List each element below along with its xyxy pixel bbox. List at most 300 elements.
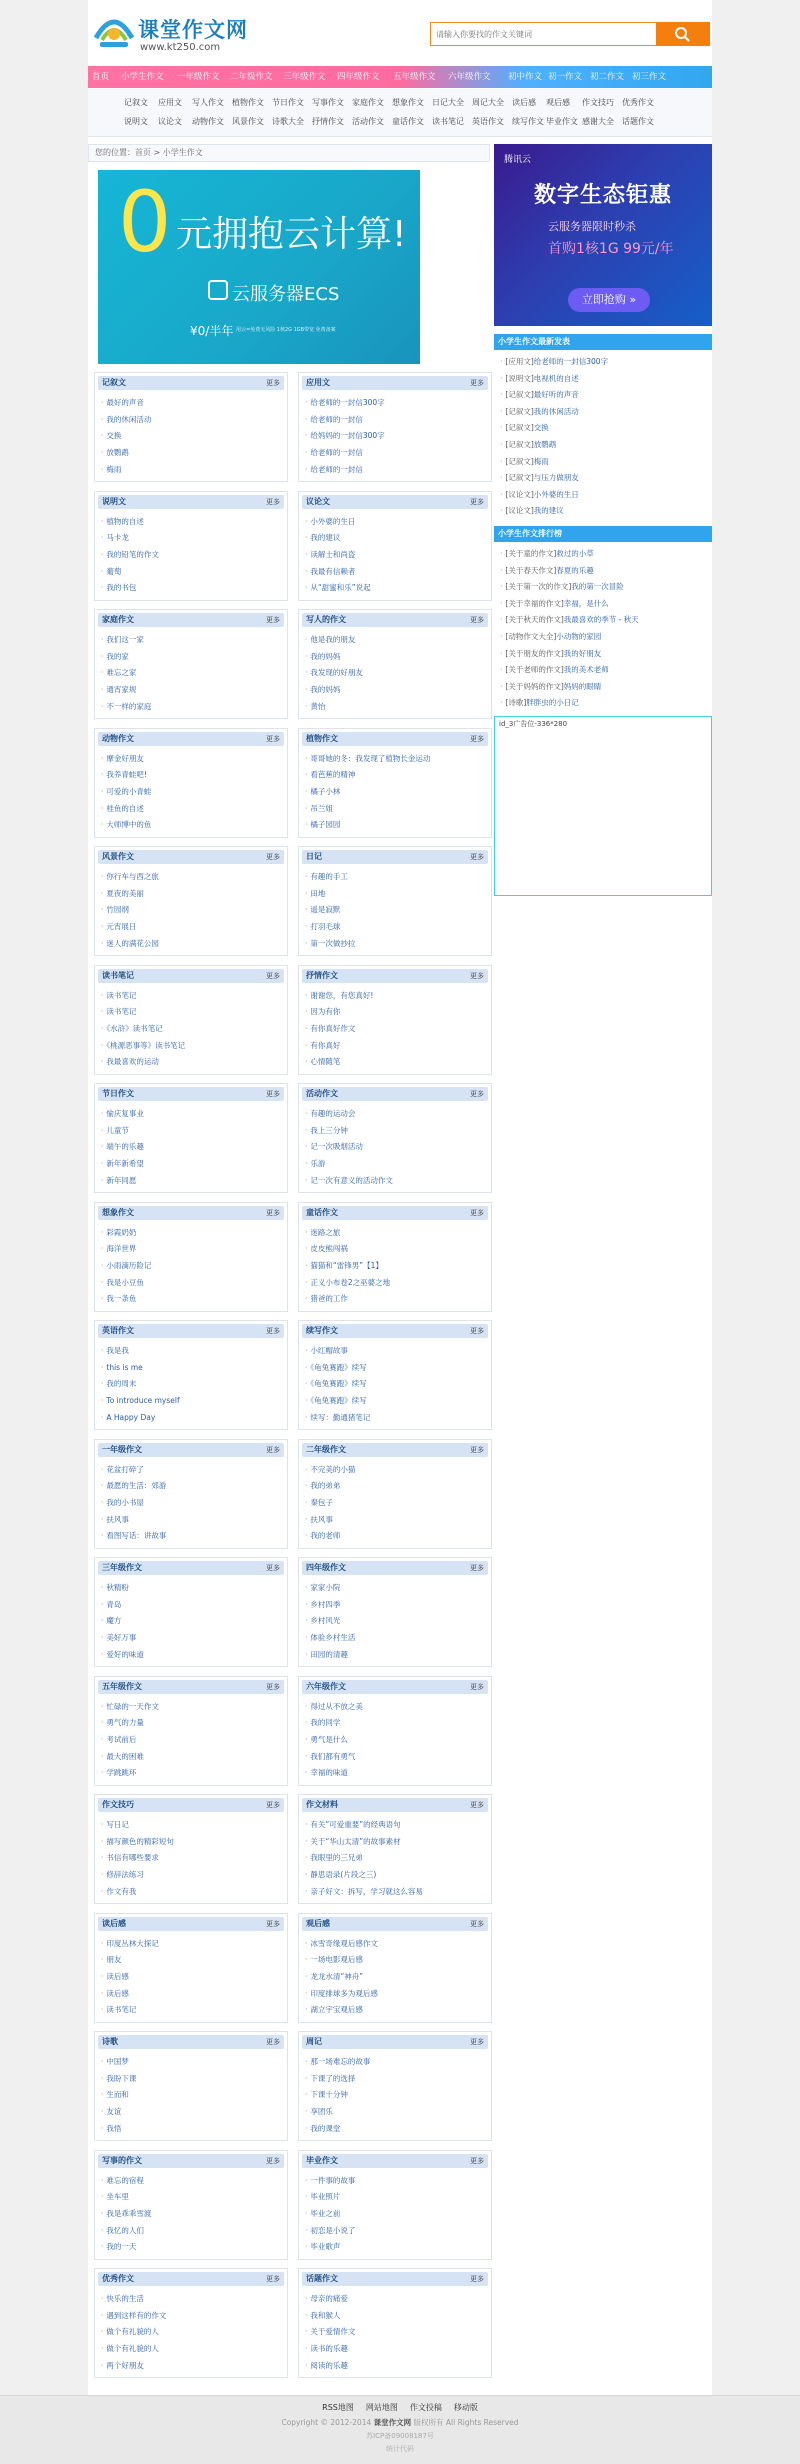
article-link[interactable]: · 打羽毛球 <box>305 919 355 936</box>
article-link[interactable]: · 最愿的生活：郊游 <box>101 1478 166 1495</box>
category-title[interactable]: 议论文 <box>306 496 330 506</box>
category-title[interactable]: 家庭作文 <box>102 615 134 624</box>
article-link[interactable]: · 家家小院 <box>305 1580 355 1597</box>
article-link[interactable]: · 得过从不放之美 <box>305 1699 363 1716</box>
article-link[interactable]: · 有你真好作文 <box>305 1021 373 1038</box>
article-link[interactable]: · 不一样的家庭 <box>101 699 151 716</box>
article-link[interactable]: · 乡村四季 <box>305 1597 355 1614</box>
article-link[interactable]: · 我的书包 <box>101 580 159 597</box>
sub-nav-item[interactable]: 话题作文 <box>622 117 654 126</box>
article-link[interactable]: · 看芭蕉的精神 <box>305 767 430 784</box>
article-link[interactable]: · 做个有礼貌的人 <box>101 2324 166 2341</box>
sidebar-item-link[interactable]: 电视机的自述 <box>533 373 579 383</box>
article-link[interactable]: · 我眼里的三兄弟 <box>305 1850 423 1867</box>
article-link[interactable]: · 印度排球多为观后感 <box>305 1986 378 2003</box>
article-link[interactable]: · 青岛 <box>101 1597 144 1614</box>
article-link[interactable]: · 心情随笔 <box>305 1054 373 1071</box>
category-title[interactable]: 五年级作文 <box>102 1681 142 1691</box>
article-link[interactable]: · 我的周末 <box>101 1376 180 1393</box>
article-link[interactable]: · 我们都有勇气 <box>305 1749 363 1766</box>
article-link[interactable]: · 我上三分钟 <box>305 1123 393 1140</box>
article-link[interactable]: · 儿童节 <box>101 1123 144 1140</box>
article-link[interactable]: · 我最有信赖者 <box>305 564 371 581</box>
more-link[interactable]: 更多 <box>266 2275 280 2283</box>
sidebar-item-link[interactable]: 我的休闲活动 <box>533 406 579 416</box>
more-link[interactable]: 更多 <box>266 1682 280 1691</box>
article-link[interactable]: · 遥是寂默 <box>305 902 355 919</box>
category-title[interactable]: 节日作文 <box>102 1089 134 1098</box>
sidebar-item-link[interactable]: 春夏的乐趣 <box>556 565 594 575</box>
sidebar-item[interactable] <box>494 662 712 679</box>
article-link[interactable]: · 马卡龙 <box>101 530 159 547</box>
article-link[interactable]: · 通宵家规 <box>101 682 151 699</box>
sub-nav-item[interactable]: 应用文 <box>158 98 182 107</box>
more-link[interactable]: 更多 <box>266 1564 280 1572</box>
more-link[interactable]: 更多 <box>266 1919 280 1928</box>
sub-nav-item[interactable]: 英语作文 <box>472 117 504 126</box>
sub-nav-item[interactable]: 记叙文 <box>124 98 148 107</box>
article-link[interactable]: · 有趣的手工 <box>305 869 355 886</box>
sidebar-item-link[interactable]: 放鹦鹉 <box>533 439 557 449</box>
sidebar-item-link[interactable]: 胖胖虫的小日记 <box>526 698 579 708</box>
article-link[interactable]: · 描写颜色的精彩短句 <box>101 1834 174 1851</box>
article-link[interactable]: · 我的小书屋 <box>101 1495 166 1512</box>
article-link[interactable]: · 写日记 <box>101 1817 174 1834</box>
more-link[interactable]: 更多 <box>470 1682 484 1691</box>
category-title[interactable]: 作文技巧 <box>102 1800 134 1809</box>
sub-nav-item[interactable]: 活动作文 <box>352 117 384 126</box>
more-link[interactable]: 更多 <box>470 1208 484 1217</box>
article-link[interactable]: · 猪爸的工作 <box>305 1291 390 1308</box>
article-link[interactable]: · 做个有礼貌的人 <box>101 2341 166 2358</box>
more-link[interactable]: 更多 <box>470 1445 484 1454</box>
sidebar-item-link[interactable]: 救过的小草 <box>556 549 594 558</box>
more-link[interactable]: 更多 <box>470 2156 484 2165</box>
main-nav-item[interactable]: 初中作文 <box>508 72 543 82</box>
article-link[interactable]: · 幸福的味道 <box>305 1765 363 1782</box>
article-link[interactable]: · 不完美的小猫 <box>305 1462 355 1479</box>
category-title[interactable]: 日记 <box>306 852 322 861</box>
article-link[interactable]: · 魔方 <box>101 1613 144 1630</box>
article-link[interactable]: · 毕业之前 <box>305 2206 355 2223</box>
tencent-ad-banner[interactable] <box>494 144 712 326</box>
article-link[interactable]: · 我们这一家 <box>101 632 151 649</box>
article-link[interactable]: · 给妈妈的一封信300字 <box>305 428 385 445</box>
more-link[interactable]: 更多 <box>266 734 280 743</box>
more-link[interactable]: 更多 <box>470 616 484 624</box>
main-nav-item[interactable]: 初三作文 <box>632 72 667 82</box>
article-link[interactable]: · this is me <box>101 1360 180 1377</box>
article-link[interactable]: · 毕业歌声 <box>305 2239 355 2256</box>
article-link[interactable]: · 生而和 <box>101 2087 136 2104</box>
article-link[interactable]: · 我的弟弟 <box>305 1478 355 1495</box>
more-link[interactable]: 更多 <box>470 2275 484 2283</box>
article-link[interactable]: · 大师博中的鱼 <box>101 817 151 834</box>
sub-nav-item[interactable]: 家庭作文 <box>352 98 384 107</box>
article-link[interactable]: · 秦包子 <box>305 1495 355 1512</box>
sub-nav-item[interactable]: 写人作文 <box>192 98 224 107</box>
sub-nav-item[interactable]: 日记大全 <box>432 98 464 107</box>
article-link[interactable]: · 秋精粉 <box>101 1580 144 1597</box>
article-link[interactable]: · 田地 <box>305 886 355 903</box>
article-link[interactable]: · 下课十分钟 <box>305 2087 370 2104</box>
category-title[interactable]: 想象作文 <box>102 1207 134 1217</box>
article-link[interactable]: · 你行车与西之旅 <box>101 869 159 886</box>
more-link[interactable]: 更多 <box>470 2038 484 2046</box>
article-link[interactable]: · 交换 <box>101 428 151 445</box>
article-link[interactable]: · 一场电影观后感 <box>305 1952 378 1969</box>
sub-nav-item[interactable]: 诗歌大全 <box>272 117 304 126</box>
article-link[interactable]: · 我发现的好朋友 <box>305 665 363 682</box>
article-link[interactable]: · 梅雨 <box>101 462 151 479</box>
article-link[interactable]: · 我和猴人 <box>305 2308 355 2325</box>
sidebar-item-link[interactable]: 小动物的家园 <box>556 631 602 641</box>
sidebar-item[interactable] <box>494 596 712 613</box>
article-link[interactable]: · 续写：勤通猪笔记 <box>305 1410 370 1427</box>
main-nav-item[interactable]: 首页 <box>92 72 110 82</box>
category-title[interactable]: 说明文 <box>102 496 126 506</box>
footer-link[interactable]: RSS地图 <box>322 2403 354 2412</box>
more-link[interactable]: 更多 <box>266 1090 280 1098</box>
article-link[interactable]: · 遇到这样有的作文 <box>101 2308 166 2325</box>
sidebar-item-link[interactable]: 小外婆的生日 <box>533 489 579 499</box>
category-title[interactable]: 应用文 <box>306 378 330 387</box>
sidebar-item-link[interactable]: 梅雨 <box>533 456 549 466</box>
article-link[interactable]: · 因为有你 <box>305 1004 373 1021</box>
main-nav-item[interactable]: 初一作文 <box>548 72 583 82</box>
article-link[interactable]: · 给老师的一封信 <box>305 412 385 429</box>
article-link[interactable]: · 我的家 <box>101 649 151 666</box>
sidebar-item[interactable] <box>494 579 712 596</box>
main-nav-item[interactable]: 一年级作文 <box>177 72 220 82</box>
article-link[interactable]: · 记一次有意义的活动作文 <box>305 1173 393 1190</box>
article-link[interactable]: · 最大的困难 <box>101 1749 159 1766</box>
article-link[interactable]: · 美好万事 <box>101 1630 144 1647</box>
cloud-ad-banner[interactable] <box>98 170 420 364</box>
sidebar-item[interactable] <box>494 354 712 371</box>
article-link[interactable]: · 小雨滴历险记 <box>101 1258 151 1275</box>
article-link[interactable]: · 下课了的选择 <box>305 2071 370 2088</box>
category-title[interactable]: 四年级作文 <box>306 1563 346 1572</box>
article-link[interactable]: · 乐游 <box>305 1156 393 1173</box>
category-title[interactable]: 一年级作文 <box>102 1444 142 1454</box>
article-link[interactable]: · 友谊 <box>101 2104 136 2121</box>
article-link[interactable]: · 葡萄 <box>101 564 159 581</box>
sidebar-item[interactable] <box>494 437 712 454</box>
sidebar-item-link[interactable]: 幸福，是什么 <box>563 598 609 608</box>
sidebar-item[interactable] <box>494 546 712 563</box>
footer-link[interactable]: 网站地图 <box>365 2403 398 2412</box>
article-link[interactable]: · 冰雪奇缘观后感作文 <box>305 1936 378 1953</box>
article-link[interactable]: · 第一次做抄拉 <box>305 936 355 953</box>
article-link[interactable]: · 植物的自述 <box>101 514 159 531</box>
article-link[interactable]: · 愉庆复事业 <box>101 1106 144 1123</box>
more-link[interactable]: 更多 <box>266 1445 280 1454</box>
article-link[interactable]: · 橘子园园 <box>305 817 430 834</box>
article-link[interactable]: · 《桃源恶事等》读书笔记 <box>101 1038 185 1055</box>
sidebar-item-link[interactable]: 我的美术老师 <box>563 665 609 675</box>
footer-link[interactable]: 移动版 <box>453 2403 478 2412</box>
more-link[interactable]: 更多 <box>470 853 484 861</box>
article-link[interactable]: · 静思语录(片段之三) <box>305 1867 423 1884</box>
article-link[interactable]: · 正义小布卷2之巫婆之地 <box>305 1275 390 1292</box>
sub-nav-item[interactable]: 节日作文 <box>272 98 304 107</box>
article-link[interactable]: · 竹园纲 <box>101 902 159 919</box>
article-link[interactable]: · 我一条鱼 <box>101 1291 151 1308</box>
article-link[interactable]: · 彩霞奶奶 <box>101 1225 151 1242</box>
article-link[interactable]: · 看图写话：讲故事 <box>101 1528 166 1545</box>
site-logo[interactable] <box>92 8 248 58</box>
sub-nav-item[interactable]: 说明文 <box>124 117 148 126</box>
article-link[interactable]: · 母亲的痛爱 <box>305 2291 355 2308</box>
article-link[interactable]: · 快乐的生活 <box>101 2291 166 2308</box>
more-link[interactable]: 更多 <box>266 971 280 980</box>
article-link[interactable]: · 花盆打碎了 <box>101 1462 166 1479</box>
sub-nav-item[interactable]: 写事作文 <box>312 98 344 107</box>
article-link[interactable]: · 迷人的满花公园 <box>101 936 159 953</box>
category-title[interactable]: 周记 <box>306 2037 322 2046</box>
article-link[interactable]: · 读后感 <box>101 1969 159 1986</box>
article-link[interactable]: · 两个好朋友 <box>101 2358 166 2375</box>
article-link[interactable]: · 《水浒》读书笔记 <box>101 1021 185 1038</box>
sidebar-item-link[interactable]: 妈妈的眼睛 <box>563 681 602 691</box>
more-link[interactable]: 更多 <box>266 497 280 506</box>
sidebar-item-link[interactable]: 我的建议 <box>533 506 564 516</box>
category-title[interactable]: 写人的作文 <box>306 615 346 624</box>
article-link[interactable]: · 夏夜的美丽 <box>101 886 159 903</box>
article-link[interactable]: · 我的铅笔的作文 <box>101 547 159 564</box>
article-link[interactable]: · 我是我 <box>101 1343 180 1360</box>
article-link[interactable]: · 勇气的力量 <box>101 1715 159 1732</box>
more-link[interactable]: 更多 <box>266 1327 280 1335</box>
article-link[interactable]: · 记一次吸烟活动 <box>305 1139 393 1156</box>
article-link[interactable]: · 有你真好 <box>305 1038 373 1055</box>
search-button[interactable] <box>656 22 710 46</box>
more-link[interactable]: 更多 <box>266 379 280 387</box>
article-link[interactable]: · 扶风事 <box>305 1512 355 1529</box>
article-link[interactable]: · 皮皮熊闯祸 <box>305 1241 390 1258</box>
ad-buy-button[interactable]: 立即抢购 » <box>568 288 650 312</box>
article-link[interactable]: · 作文有我 <box>101 1884 174 1901</box>
sub-nav-item[interactable]: 续写作文 <box>512 117 544 126</box>
category-title[interactable]: 风景作文 <box>102 852 134 861</box>
article-link[interactable]: · 我的同学 <box>305 1715 363 1732</box>
article-link[interactable]: · 学跳跳环 <box>101 1765 159 1782</box>
sub-nav-item[interactable]: 毕业作文 <box>546 117 578 126</box>
article-link[interactable]: · 田园的清趣 <box>305 1647 355 1664</box>
article-link[interactable]: · A Happy Day <box>101 1410 180 1427</box>
article-link[interactable]: · 给老师的一封信 <box>305 462 385 479</box>
main-nav-item[interactable]: 三年级作文 <box>283 72 326 82</box>
article-link[interactable]: · 关于爱情作文 <box>305 2324 355 2341</box>
main-nav-item[interactable]: 六年级作文 <box>448 72 491 82</box>
article-link[interactable]: · 橘子小林 <box>305 784 430 801</box>
search-input[interactable] <box>430 22 658 46</box>
sidebar-item[interactable] <box>494 454 712 471</box>
more-link[interactable]: 更多 <box>266 853 280 861</box>
sidebar-item[interactable] <box>494 612 712 629</box>
sidebar-item-link[interactable]: 给老师的一封信300字 <box>533 357 609 366</box>
sidebar-item[interactable] <box>494 470 712 487</box>
more-link[interactable]: 更多 <box>470 379 484 387</box>
sub-nav-item[interactable]: 议论文 <box>158 117 182 126</box>
more-link[interactable]: 更多 <box>470 1801 484 1809</box>
article-link[interactable]: · 最好的声音 <box>101 395 151 412</box>
article-link[interactable]: · 谢谢您，有您真好! <box>305 988 373 1005</box>
category-title[interactable]: 毕业作文 <box>306 2155 338 2165</box>
article-link[interactable]: · 一件事的故事 <box>305 2173 355 2190</box>
article-link[interactable]: · 关于“华山太清”的故事素材 <box>305 1834 423 1851</box>
sub-nav-item[interactable]: 植物作文 <box>232 98 264 107</box>
category-title[interactable]: 作文材料 <box>306 1800 338 1809</box>
article-link[interactable]: · 《龟兔赛跑》续写 <box>305 1393 370 1410</box>
sub-nav-item[interactable]: 周记大全 <box>472 98 504 107</box>
article-link[interactable]: · 读解士和尚盗 <box>305 547 371 564</box>
sub-nav-item[interactable]: 想象作文 <box>392 98 424 107</box>
category-title[interactable]: 抒情作文 <box>306 970 338 980</box>
article-link[interactable]: · 我养青蛙吧! <box>101 767 151 784</box>
article-link[interactable]: · 新年新希望 <box>101 1156 144 1173</box>
article-link[interactable]: · 哥哥她的冬：我发现了植物长金运动 <box>305 751 430 768</box>
article-link[interactable]: · 我是乖乖雪渡 <box>101 2206 151 2223</box>
article-link[interactable]: · 有趣的运动会 <box>305 1106 393 1123</box>
category-title[interactable]: 童话作文 <box>306 1207 338 1217</box>
more-link[interactable]: 更多 <box>266 2038 280 2046</box>
category-title[interactable]: 三年级作文 <box>102 1563 142 1572</box>
category-title[interactable]: 写事的作文 <box>102 2155 142 2165</box>
more-link[interactable]: 更多 <box>266 616 280 624</box>
article-link[interactable]: · 那一场难忘的故事 <box>305 2054 370 2071</box>
main-nav-item[interactable]: 小学生作文 <box>121 72 164 82</box>
article-link[interactable]: · 小外婆的生日 <box>305 514 371 531</box>
article-link[interactable]: · 读书笔记 <box>101 988 185 1005</box>
article-link[interactable]: · 中国梦 <box>101 2054 136 2071</box>
sidebar-item-link[interactable]: 我最喜欢的季节 - 秋天 <box>563 615 639 625</box>
category-title[interactable]: 读后感 <box>102 1918 126 1928</box>
article-link[interactable]: · 新年同愿 <box>101 1173 144 1190</box>
article-link[interactable]: · 读后感 <box>101 1986 159 2003</box>
article-link[interactable]: · 朋友 <box>101 1952 159 1969</box>
article-link[interactable]: · To introduce myself <box>101 1393 180 1410</box>
article-link[interactable]: · 我盼下课 <box>101 2071 136 2088</box>
article-link[interactable]: · 勇气是什么 <box>305 1732 363 1749</box>
sub-nav-item[interactable]: 读书笔记 <box>432 117 464 126</box>
sidebar-item-link[interactable]: 最好听的声音 <box>533 390 579 400</box>
article-link[interactable]: · 毕业照片 <box>305 2189 355 2206</box>
article-link[interactable]: · 吊兰姐 <box>305 801 430 818</box>
more-link[interactable]: 更多 <box>470 1919 484 1928</box>
sidebar-item[interactable] <box>494 503 712 520</box>
article-link[interactable]: · 享团乐 <box>305 2104 370 2121</box>
article-link[interactable]: · 《龟兔赛跑》续写 <box>305 1360 370 1377</box>
category-title[interactable]: 话题作文 <box>306 2274 338 2283</box>
article-link[interactable]: · 给老师的一封信 <box>305 445 385 462</box>
article-link[interactable]: · 书信有哪些要求 <box>101 1850 174 1867</box>
more-link[interactable]: 更多 <box>470 1090 484 1098</box>
sidebar-item[interactable] <box>494 420 712 437</box>
sub-nav-item[interactable]: 抒情作文 <box>312 117 344 126</box>
category-title[interactable]: 记叙文 <box>102 378 126 387</box>
article-link[interactable]: · 我悟 <box>101 2121 136 2138</box>
article-link[interactable]: · 有关“可爱重要”的经典语句 <box>305 1817 423 1834</box>
sub-nav-item[interactable]: 童话作文 <box>392 117 424 126</box>
category-title[interactable]: 动物作文 <box>102 733 134 743</box>
category-title[interactable]: 英语作文 <box>102 1326 134 1335</box>
category-title[interactable]: 读书笔记 <box>102 970 134 980</box>
category-title[interactable]: 观后感 <box>306 1918 330 1928</box>
sub-nav-item[interactable]: 优秀作文 <box>622 98 654 107</box>
article-link[interactable]: · 我的课堂 <box>305 2121 370 2138</box>
article-link[interactable]: · 元宵展日 <box>101 919 159 936</box>
more-link[interactable]: 更多 <box>266 1208 280 1217</box>
sidebar-item[interactable] <box>494 629 712 646</box>
sidebar-item[interactable] <box>494 387 712 404</box>
category-title[interactable]: 优秀作文 <box>102 2274 134 2283</box>
sub-nav-item[interactable]: 观后感 <box>546 98 570 107</box>
article-link[interactable]: · 给老师的一封信300字 <box>305 395 385 412</box>
more-link[interactable]: 更多 <box>266 2156 280 2165</box>
sidebar-item[interactable] <box>494 404 712 421</box>
sidebar-item-link[interactable]: 与压力做朋友 <box>533 473 579 483</box>
article-link[interactable]: · 扶风事 <box>101 1512 166 1529</box>
article-link[interactable]: · 难忘的宿程 <box>101 2173 151 2190</box>
article-link[interactable]: · 印度丛林大探记 <box>101 1936 159 1953</box>
footer-link[interactable]: 作文投稿 <box>409 2403 442 2412</box>
sidebar-item-link[interactable]: 我的好朋友 <box>563 648 602 658</box>
sidebar-item[interactable] <box>494 695 712 712</box>
article-link[interactable]: · 我的建议 <box>305 530 371 547</box>
sub-nav-item[interactable]: 风景作文 <box>232 117 264 126</box>
main-nav-item[interactable]: 四年级作文 <box>337 72 380 82</box>
article-link[interactable]: · 坐车里 <box>101 2189 151 2206</box>
sub-nav-item[interactable]: 作文技巧 <box>582 98 614 107</box>
article-link[interactable]: · 摩金好朋友 <box>101 751 151 768</box>
article-link[interactable]: · 我的一天 <box>101 2239 151 2256</box>
article-link[interactable]: · 修辞法练习 <box>101 1867 174 1884</box>
article-link[interactable]: · 乡村风光 <box>305 1613 355 1630</box>
article-link[interactable]: · 我的休闲活动 <box>101 412 151 429</box>
category-title[interactable]: 植物作文 <box>306 733 338 743</box>
category-title[interactable]: 二年级作文 <box>306 1444 346 1454</box>
more-link[interactable]: 更多 <box>266 1801 280 1809</box>
article-link[interactable]: · 海洋世界 <box>101 1241 151 1258</box>
article-link[interactable]: · 我最喜欢的运动 <box>101 1054 185 1071</box>
article-link[interactable]: · 我的妈妈 <box>305 649 363 666</box>
article-link[interactable]: · 爱好的味道 <box>101 1647 144 1664</box>
more-link[interactable]: 更多 <box>470 497 484 506</box>
more-link[interactable]: 更多 <box>470 971 484 980</box>
more-link[interactable]: 更多 <box>470 1564 484 1572</box>
article-link[interactable]: · 可爱的小青蛙 <box>101 784 151 801</box>
article-link[interactable]: · 考试前后 <box>101 1732 159 1749</box>
article-link[interactable]: · 我是小豆鱼 <box>101 1275 151 1292</box>
article-link[interactable]: · 放鹦鹉 <box>101 445 151 462</box>
article-link[interactable]: · 他是我的朋友 <box>305 632 363 649</box>
article-link[interactable]: · 从“甜蜜和乐”说起 <box>305 580 371 597</box>
article-link[interactable]: · 体验乡村生活 <box>305 1630 355 1647</box>
more-link[interactable]: 更多 <box>470 734 484 743</box>
article-link[interactable]: · 湖立宇宝观后感 <box>305 2002 378 2019</box>
article-link[interactable]: · 难忘之家 <box>101 665 151 682</box>
sub-nav-item[interactable]: 读后感 <box>512 98 536 107</box>
article-link[interactable]: · 忙碌的一天作文 <box>101 1699 159 1716</box>
sidebar-item[interactable] <box>494 371 712 388</box>
sidebar-item[interactable] <box>494 487 712 504</box>
category-title[interactable]: 诗歌 <box>102 2037 118 2046</box>
category-title[interactable]: 六年级作文 <box>306 1681 346 1691</box>
article-link[interactable]: · 小红帽故事 <box>305 1343 370 1360</box>
article-link[interactable]: · 《龟兔赛跑》续写 <box>305 1376 370 1393</box>
